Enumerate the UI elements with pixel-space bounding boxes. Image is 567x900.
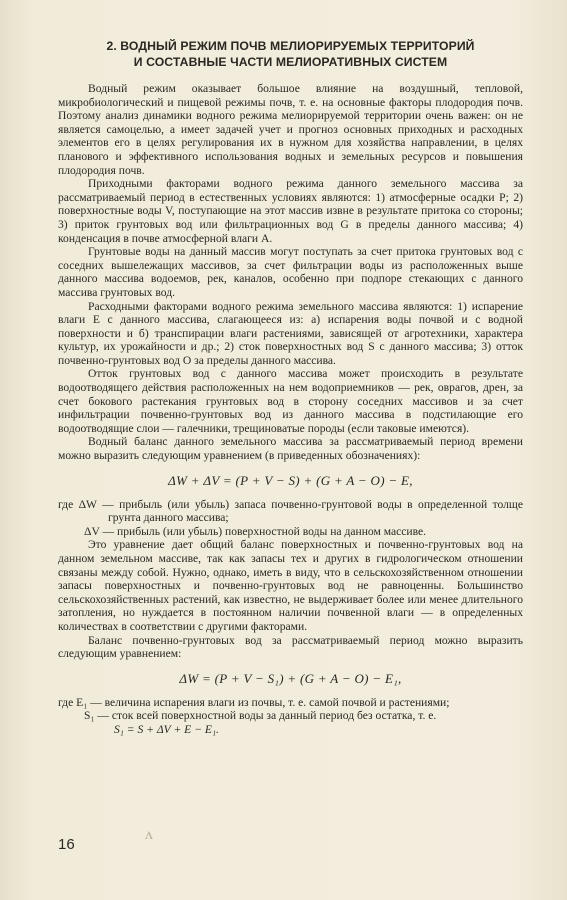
page-number: 16: [58, 836, 75, 853]
heading-line-1: 2. ВОДНЫЙ РЕЖИМ ПОЧВ МЕЛИОРИРУЕМЫХ ТЕРРИТОРИЙ: [106, 39, 475, 53]
section-heading: [58, 38, 523, 70]
paragraph-6: Водный баланс данного земельного массива за рассматриваемый период времени можно выразить следующим уравнением (в приведенных обозначениях):: [58, 435, 523, 463]
definition-delta-w: где ΔW — прибыль (или убыль) запаса почвенно-грунтовой воды в определенной толще грунта данного массива;: [58, 497, 523, 525]
balance-equation-2: ΔW = (P + V − S₁) + (G + A − O) − E₁,: [179, 670, 402, 686]
definition-delta-v: ΔV — прибыль (или убыль) поверхностной воды на данном массиве.: [84, 524, 427, 538]
definition-s1-text: S₁ — сток всей поверхностной воды за данный период без остатка, т. е.: [84, 709, 437, 723]
definition-s1: [58, 709, 523, 736]
paper-mark: ʌ: [145, 826, 153, 843]
paragraph-4: Расходными факторами водного режима земельного массива являются: 1) испарение влаги E с данного массива, слагающееся из: а) испарения воды почвой и с водной поверхности и б) транспирации влаги растениями, зависящей от агротехники, характера культур, их урожайности и др.; 2) сток поверхностных вод S с данного массива; 3) отток почвенно-грунтовых вод O за пределы данного массива.: [58, 299, 523, 367]
paragraph-2: Приходными факторами водного режима данного земельного массива за рассматриваемый период в естественных условиях являются: 1) атмосферные осадки P; 2) поверхностные воды V, поступающие на этот массив извне в результате притока со стороны; 3) приток грунтовых вод или фильтрационных вод G в пределы данного массива; 4) конденсация в почве атмосферной влаги A.: [58, 177, 523, 245]
definition-s1-formula: S₁ = S + ΔV + E − E₁.: [114, 722, 219, 736]
paragraph-7: Это уравнение дает общий баланс поверхностных и почвенно-грунтовых вод на данном земельном массиве, так как запасы тех и других в гидрологическом отношении связаны между собой. Нужно, однако, иметь в виду, что в сельскохозяйственном отношении запасы поверхностных и почвенно-грунтовых вод не равноценны. Большинство сельскохозяйственных растений, как известно, не выдерживает более или менее длительного затопления, но нуждается в постоянном наличии почвенной влаги — в определенных количествах в соответствии с другими факторами.: [58, 538, 523, 633]
paragraph-5: Отток грунтовых вод с данного массива может происходить в результате водоотводящего действия расположенных на нем водоприемников — рек, оврагов, дрен, за счет бокового растекания грунтовых вод в сторону соседних массивов и за счет инфильтрации почвенно-грунтовых вод из данного массива в подстилающие его водоотводящие слои — галечники, трещиноватые породы (если таковые имеются).: [58, 367, 523, 435]
definition-e1: где E₁ — величина испарения влаги из почвы, т. е. самой почвой и растениями;: [58, 695, 450, 709]
paragraph-1: Водный режим оказывает большое влияние на воздушный, тепловой, микробиологический и пищевой режимы почв, т. е. на основные факторы плодородия почв. Поэтому анализ динамики водного режима мелиорируемой территории очень важен: он не является самоцелью, а имеет задачей учет и прогноз основных приходных и расходных элементов его в целях регулирования их в нужном для хозяйства направлении, в целях планового и эффективного использования водных и земельных ресурсов и повышения плодородия почв.: [58, 82, 523, 177]
balance-equation-1: ΔW + ΔV = (P + V − S) + (G + A − O) − E,: [168, 472, 413, 488]
paragraph-8: Баланс почвенно-грунтовых вод за рассматриваемый период можно выразить следующим уравнением:: [58, 633, 523, 661]
paragraph-3: Грунтовые воды на данный массив могут поступать за счет притока грунтовых вод с соседних вышележащих массивов, за счет фильтрации воды из расположенных выше данного массива водоемов, рек, каналов, особенно при подпоре стекающих с данного массива грунтовых вод.: [58, 245, 523, 299]
heading-line-2: И СОСТАВНЫЕ ЧАСТИ МЕЛИОРАТИВНЫХ СИСТЕМ: [133, 55, 448, 69]
